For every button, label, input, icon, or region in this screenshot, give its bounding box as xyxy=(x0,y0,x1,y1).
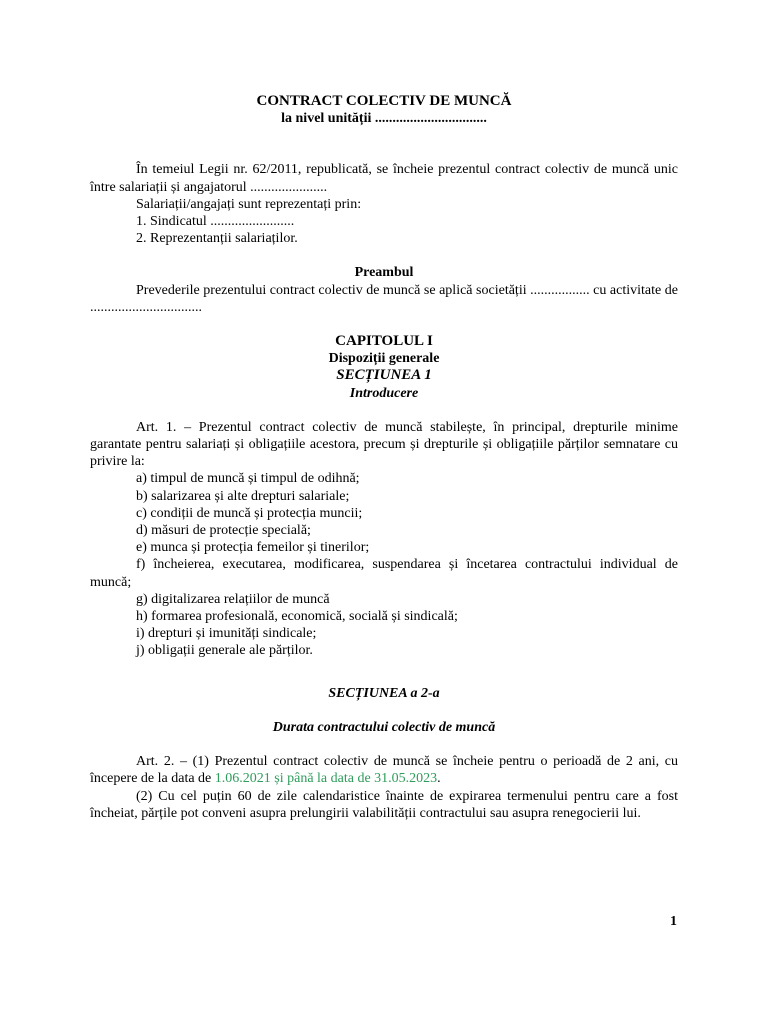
list-item: c) condiții de muncă și protecția muncii; xyxy=(136,505,363,521)
list-item: f) încheierea, executarea, modificarea, suspendarea și încetarea contractului individual de muncă; xyxy=(90,557,678,590)
document-subtitle: la nivel unității ................................ xyxy=(281,111,487,127)
list-item: b) salarizarea și alte drepturi salariale; xyxy=(136,488,350,504)
chapter-heading: CAPITOLUL I xyxy=(335,333,433,350)
list-item: d) măsuri de protecție specială; xyxy=(136,523,311,539)
preamble-text: Prevederile prezentului contract colectiv de muncă se aplică societății ................. cu activitate de ................................ xyxy=(90,282,678,315)
article-2-period-end: . xyxy=(437,771,441,787)
representative-item: 2. Reprezentanții salariaților. xyxy=(136,231,298,247)
contract-period-dates: 1.06.2021 și până la data de 31.05.2023 xyxy=(214,771,438,787)
article-2-paragraph-1 xyxy=(90,753,678,787)
chapter-subheading: Dispoziții generale xyxy=(328,351,440,367)
article-2-paragraph-2: (2) Cu cel puțin 60 de zile calendaristice înainte de expirarea termenului pentru care a fost încheiat, părțile pot conveni asupra prelungirii valabilității contractului sau asupra renegocierii lui. xyxy=(90,788,678,821)
document-page xyxy=(90,93,678,822)
list-item: j) obligații generale ale părților. xyxy=(136,643,313,659)
article-1-text: Art. 1. – Prezentul contract colectiv de muncă stabilește, în principal, drepturile minime garantate pentru salariați și obligațiile acestora, precum și drepturile și obligațiile părților semnatare cu privire la: xyxy=(90,419,678,470)
section-2-heading: SECȚIUNEA a 2-a xyxy=(328,685,440,701)
preamble-heading: Preambul xyxy=(354,265,414,281)
list-item: g) digitalizarea relațiilor de muncă xyxy=(136,591,330,607)
page-number: 1 xyxy=(670,914,677,929)
intro-paragraph: În temeiul Legii nr. 62/2011, republicată, se încheie prezentul contract colectiv de muncă unic între salariații și angajatorul ...................... xyxy=(90,162,678,195)
article-2-text: Art. 2. – (1) Prezentul contract colectiv de muncă se încheie pentru o perioadă de 2 ani, cu începere de la data de xyxy=(90,754,678,787)
section-title: Introducere xyxy=(349,385,419,401)
section-2-title: Durata contractului colectiv de muncă xyxy=(272,719,496,735)
representative-item: 1. Sindicatul ........................ xyxy=(136,214,295,230)
section-heading: SECȚIUNEA 1 xyxy=(336,367,432,384)
representation-line: Salariații/angajați sunt reprezentați prin: xyxy=(136,196,362,212)
list-item: i) drepturi și imunități sindicale; xyxy=(136,626,317,642)
document-title: CONTRACT COLECTIV DE MUNCĂ xyxy=(256,93,512,109)
list-item: a) timpul de muncă și timpul de odihnă; xyxy=(136,471,360,487)
list-item: e) munca și protecția femeilor și tinerilor; xyxy=(136,540,370,556)
list-item: h) formarea profesională, economică, socială și sindicală; xyxy=(136,609,458,625)
